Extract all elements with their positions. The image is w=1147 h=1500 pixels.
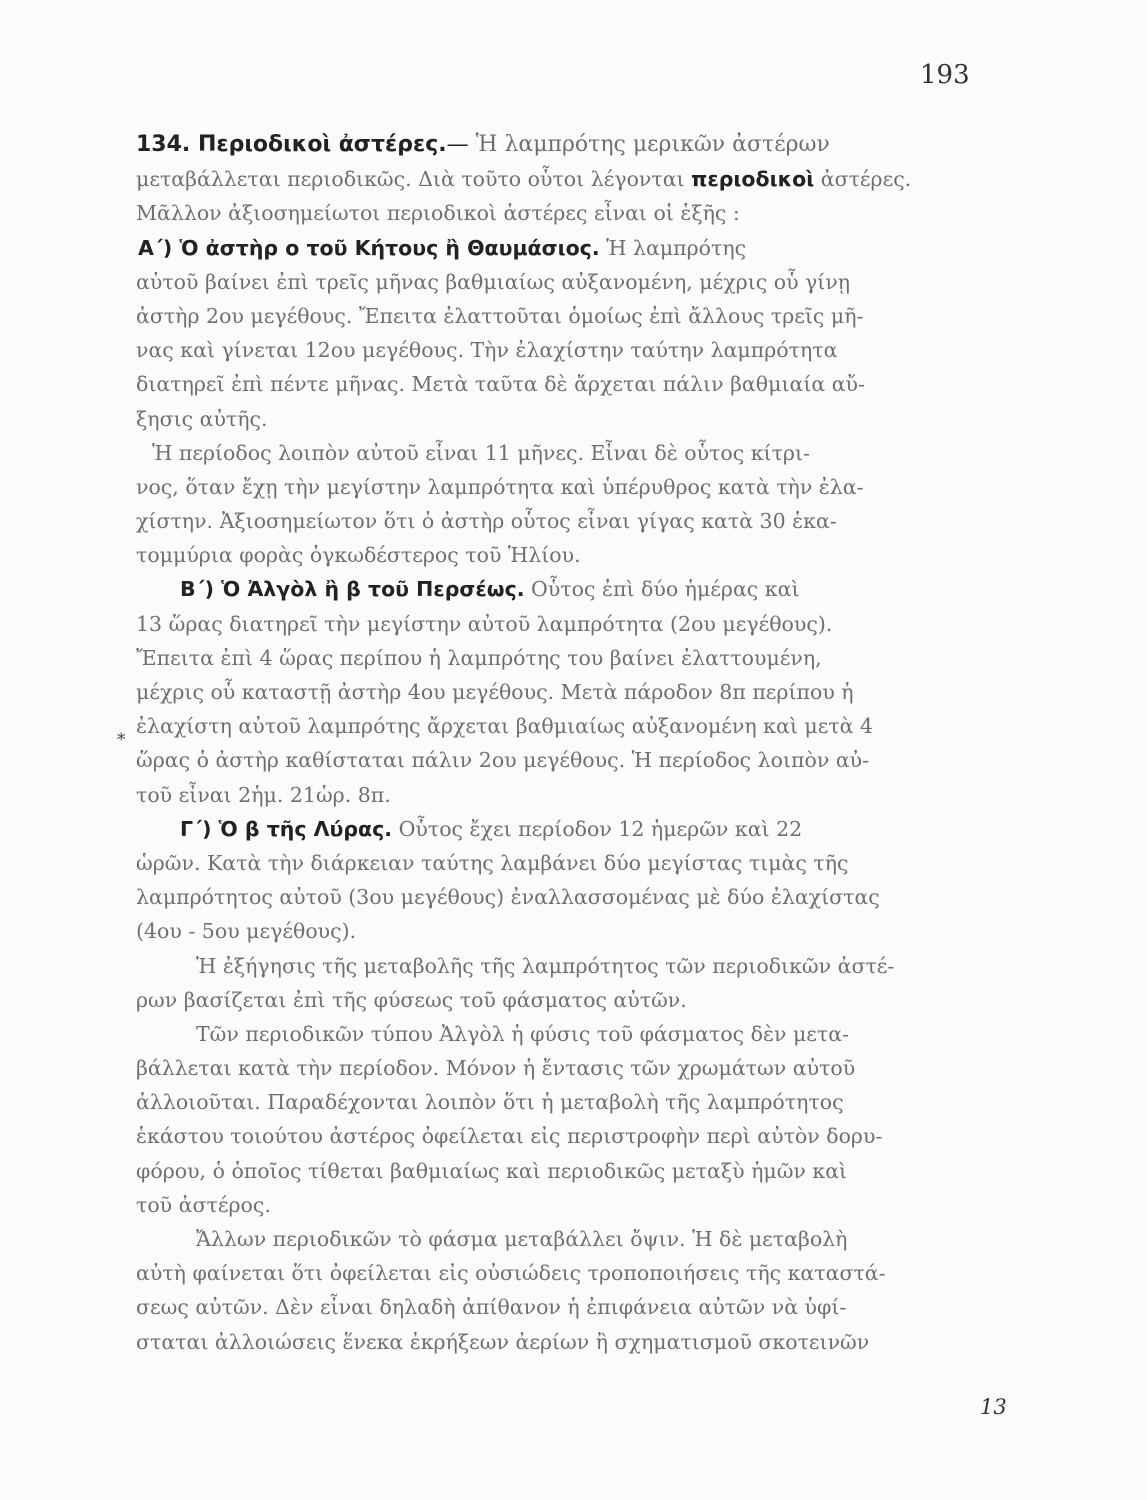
text-line: λαμπρότητος αὐτοῦ (3ου μεγέθους) ἐναλλασσομένας μὲ δύο ἐλαχίστας [136, 885, 880, 910]
section-title: 134. Περιοδικοὶ ἀστέρες. [136, 132, 447, 157]
text-line: τοῦ εἶναι 2ἡμ. 21ὡρ. 8π. [136, 782, 391, 807]
star-heading: Β΄) Ὁ Ἀλγὸλ ἢ β τοῦ Περσέως. [180, 577, 525, 602]
text-line: Ἡ ἐξήγησις τῆς μεταβολῆς τῆς λαμπρότητος τῶν περιοδικῶν ἀστέ- [196, 953, 895, 978]
text-line: Ἡ περίοδος λοιπὸν αὐτοῦ εἶναι 11 μῆνες. Εἶναι δὲ οὗτος κίτρι- [152, 440, 810, 465]
heading-dash: — [446, 132, 476, 157]
text-line: φόρου, ὁ ὁποῖος τίθεται βαθμιαίως καὶ περιοδικῶς μεταξὺ ἡμῶν καὶ [136, 1158, 848, 1183]
section-heading [136, 128, 976, 162]
text-line: σταται ἀλλοιώσεις ἕνεκα ἐκρήξεων ἀερίων ἢ σχηματισμοῦ σκοτεινῶν [136, 1329, 870, 1354]
text-line: ἀλλοιοῦται. Παραδέχονται λοιπὸν ὅτι ἡ μεταβολὴ τῆς λαμπρότητος [136, 1090, 844, 1115]
text-line: χίστην. Ἀξιοσημείωτον ὅτι ὁ ἀστὴρ οὗτος εἶναι γίγας κατὰ 30 ἑκα- [136, 509, 837, 534]
page-number: 193 [920, 60, 970, 90]
text-line: μέχρις οὗ καταστῇ ἀστὴρ 4ου μεγέθους. Μετὰ πάροδον 8π περίπου ἡ [136, 680, 854, 704]
text-line: νος, ὅταν ἔχῃ τὴν μεγίστην λαμπρότητα καὶ ὑπέρυθρος κατὰ τὴν ἐλα- [136, 474, 864, 499]
margin-mark: * [117, 730, 126, 750]
text-line: ἐλαχίστη αὐτοῦ λαμπρότης ἄρχεται βαθμιαίως αὐξανομένη καὶ μετὰ 4 [136, 714, 874, 739]
text-line: ὥρας ὁ ἀστὴρ καθίσταται πάλιν 2ου μεγέθους. Ἡ περίοδος λοιπὸν αὐ- [136, 748, 870, 773]
subheading-gamma [136, 812, 976, 846]
text-line: ρων βασίζεται ἐπὶ τῆς φύσεως τοῦ φάσματος αὐτῶν. [136, 987, 687, 1012]
subheading-alpha [136, 231, 976, 265]
text-line: τομμύρια φορὰς ὀγκωδέστερος τοῦ Ἡλίου. [136, 543, 581, 568]
body-text [136, 128, 976, 1359]
star-heading: Α΄) Ὁ ἀστὴρ ο τοῦ Κήτους ἢ Θαυμάσιος. [138, 235, 600, 260]
text-span: Ἡ λαμπρότης [599, 235, 747, 260]
text-span: Οὗτος ἔχει περίοδον 12 ἡμερῶν καὶ 22 [392, 816, 803, 841]
text-span: Οὗτος ἐπὶ δύο ἡμέρας καὶ [524, 577, 800, 602]
text-line: διατηρεῖ ἐπὶ πέντε μῆνας. Μετὰ ταῦτα δὲ ἄρχεται πάλιν βαθμιαία αὔ- [136, 372, 865, 397]
text-line: ξησις αὐτῆς. [136, 406, 268, 431]
text-line: (4ου - 5ου μεγέθους). [136, 919, 357, 944]
text-line: τοῦ ἀστέρος. [136, 1192, 271, 1217]
text-line: ὡρῶν. Κατὰ τὴν διάρκειαν ταύτης λαμβάνει δύο μεγίστας τιμὰς τῆς [136, 850, 849, 875]
text-line: αὐτὴ φαίνεται ὅτι ὀφείλεται εἰς οὐσιώδεις τροποποιήσεις τῆς καταστά- [136, 1261, 886, 1286]
heading-rest: Ἡ λαμπρότης μερικῶν ἀστέρων [475, 132, 830, 157]
text-line: ἀστὴρ 2ου μεγέθους. Ἔπειτα ἐλαττοῦται ὁμοίως ἐπὶ ἄλλους τρεῖς μῆ- [136, 303, 864, 328]
text-span: μεταβάλλεται περιοδικῶς. Διὰ τοῦτο οὗτοι λέγονται [136, 167, 692, 192]
text-line: Μᾶλλον ἀξιοσημείωτοι περιοδικοὶ ἀστέρες εἶναι οἱ ἑξῆς : [136, 201, 740, 226]
text-line: 13 ὥρας διατηρεῖ τὴν μεγίστην αὐτοῦ λαμπρότητα (2ου μεγέθους). [136, 611, 833, 636]
text-line: βάλλεται κατὰ τὴν περίοδον. Μόνον ἡ ἔντασις τῶν χρωμάτων αὐτοῦ [136, 1056, 856, 1081]
text-line: Τῶν περιοδικῶν τύπου Ἀλγὸλ ἡ φύσις τοῦ φάσματος δὲν μετα- [196, 1021, 849, 1046]
star-heading: Γ΄) Ὁ β τῆς Λύρας. [180, 816, 393, 841]
subheading-beta [136, 572, 976, 606]
text-line: ἑκάστου τοιούτου ἀστέρος ὀφείλεται εἰς περιστροφὴν περὶ αὐτὸν δορυ- [136, 1124, 883, 1149]
bold-term: περιοδικοὶ [691, 167, 815, 192]
text-line: νας καὶ γίνεται 12ου μεγέθους. Τὴν ἐλαχίστην ταύτην λαμπρότητα [136, 338, 838, 363]
text-line: σεως αὐτῶν. Δὲν εἶναι δηλαδὴ ἀπίθανον ἡ ἐπιφάνεια αὐτῶν νὰ ὑφί- [136, 1295, 847, 1320]
signature-mark: 13 [980, 1395, 1007, 1419]
text-line: Ἔπειτα ἐπὶ 4 ὥρας περίπου ἡ λαμπρότης του βαίνει ἐλαττουμένη, [136, 645, 822, 670]
text-line: αὐτοῦ βαίνει ἐπὶ τρεῖς μῆνας βαθμιαίως αὐξανομένη, μέχρις οὗ γίνῃ [136, 269, 851, 294]
text-line [136, 162, 976, 196]
text-line: Ἄλλων περιοδικῶν τὸ φάσμα μεταβάλλει ὄψιν. Ἡ δὲ μεταβολὴ [196, 1227, 848, 1251]
text-span: ἀστέρες. [814, 167, 912, 192]
